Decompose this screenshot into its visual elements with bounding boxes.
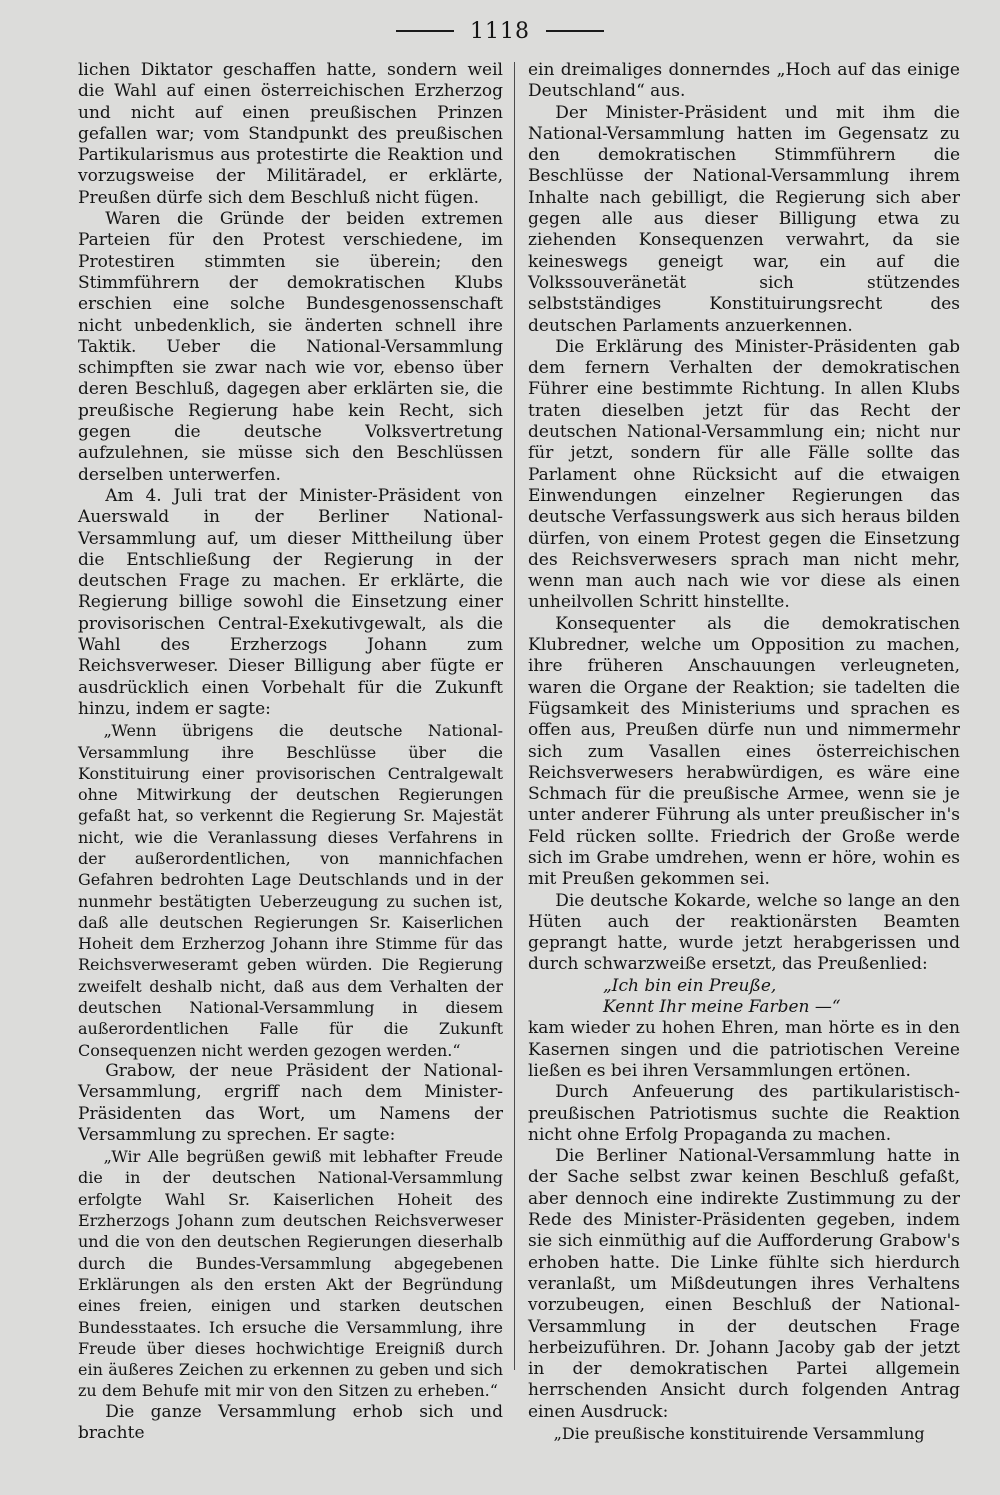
left-column: [78, 60, 503, 1444]
header-rule-left: [396, 30, 454, 32]
paragraph: Die Berliner National-Versammlung hatte in der Sache selbst zwar keinen Beschluß gefaßt, aber dennoch eine indirekte Zustimmung zu der Rede des Minister-Präsidenten gegeben, indem sie sich einmüthig auf die Aufforderung Grabow's erhoben hatte. Die Linke fühlte sich hierdurch veranlaßt, um Mißdeutungen ihres Verhaltens vorzubeugen, einen Beschluß der National-Versammlung in der deutschen Frage herbeizuführen. Dr. Johann Jacoby gab der jetzt in der demokratischen Partei allgemein herrschenden Ansicht durch folgenden Antrag einen Ausdruck:: [528, 1146, 960, 1422]
paragraph: Waren die Gründe der beiden extremen Parteien für den Protest verschiedene, im Protestiren stimmten sie überein; den Stimmführern der demokratischen Klubs erschien eine solche Bundesgenossenschaft nicht unbedenklich, sie änderten schnell ihre Taktik. Ueber die National-Versammlung schimpften sie zwar nach wie vor, ebenso über deren Beschluß, dagegen aber erklärten sie, die preußische Regierung habe kein Recht, sich gegen die deutsche Volksvertretung aufzulehnen, sie müsse sich den Beschlüssen derselben unterwerfen.: [78, 209, 503, 485]
header-rule-right: [546, 30, 604, 32]
quotation: „Die preußische konstituirende Versammlung: [553, 1424, 925, 1443]
paragraph: Der Minister-Präsident und mit ihm die National-Versammlung hatten im Gegensatz zu den demokratischen Stimmführern die Beschlüsse der National-Versammlung ihrem Inhalte nach gebilligt, die Regierung sich aber gegen alle aus dieser Billigung etwa zu ziehenden Konsequenzen verwahrt, da sie keineswegs geneigt war, ein auf die Volkssouveränetät sich stützendes selbstständiges Konstituirungsrecht des deutschen Parlaments anzuerkennen.: [528, 102, 960, 336]
quotation: „Wir Alle begrüßen gewiß mit lebhafter Freude die in der deutschen National-Versammlung erfolgte Wahl Sr. Kaiserlichen Hoheit des Erzherzogs Johann zum deutschen Reichsverweser und die von den deutschen Regierungen dieserhalb durch die Bundes-Versammlung abgegebenen Erklärungen als den ersten Akt der Begründung eines freien, einigen und starken deutschen Bundesstaates. Ich ersuche die Versammlung, ihre Freude über dieses hochwichtige Ereigniß durch ein äußeres Zeichen zu erkennen zu geben und sich zu dem Behufe mit mir von den Sitzen zu erheben.“: [78, 1147, 503, 1401]
verse-line: Kennt Ihr meine Farben —“: [603, 997, 841, 1018]
paragraph: Die Erklärung des Minister-Präsidenten gab dem fernern Verhalten der demokratischen Führer eine bestimmte Richtung. In allen Klubs traten dieselben jetzt für das Recht der deutschen National-Versammlung ein; nicht nur für jetzt, sondern für alle Fälle sollte das Parlament ohne Rücksicht auf die etwaigen Einwendungen einzelner Regierungen das deutsche Verfassungswerk aus sich heraus bilden dürfen, von einem Protest gegen die Einsetzung des Reichsverwesers sprach man nicht mehr, wenn man auch nach wie vor diese als einen unheilvollen Schritt hinstellte.: [528, 336, 960, 613]
paragraph: Die ganze Versammlung erhob sich und brachte: [78, 1401, 503, 1443]
page-header: [0, 14, 1000, 48]
paragraph: Konsequenter als die demokratischen Klubredner, welche um Opposition zu machen, ihre früheren Anschauungen verleugneten, waren die Organe der Reaktion; sie tadelten die Fügsamkeit des Ministeriums und sprachen es offen aus, Preußen dürfe nun und nimmermehr sich zum Vasallen eines österreichischen Reichsverwesers herabwürdigen, es wäre eine Schmach für die preußische Armee, wenn sie je unter anderer Führung als unter preußischer in's Feld rücken sollte. Friedrich der Große werde sich im Grabe umdrehen, wenn er höre, wohin es mit Preußen gekommen sei.: [528, 613, 960, 890]
paragraph: Die deutsche Kokarde, welche so lange an den Hüten auch der reaktionärsten Beamten geprangt hatte, wurde jetzt herabgerissen und durch schwarzweiße ersetzt, das Preußenlied:: [528, 890, 960, 975]
paragraph: Am 4. Juli trat der Minister-Präsident von Auerswald in der Berliner National-Versammlung auf, um dieser Mittheilung über die Entschließung der Regierung in der deutschen Frage zu machen. Er erklärte, die Regierung billige sowohl die Einsetzung einer provisorischen Central-Exekutivgewalt, als die Wahl des Erzherzogs Johann zum Reichsverweser. Dieser Billigung aber fügte er ausdrücklich einen Vorbehalt für die Zukunft hinzu, indem er sagte:: [78, 485, 503, 719]
paragraph: Grabow, der neue Präsident der National-Versammlung, ergriff nach dem Minister-Präsidenten das Wort, um Namens der Versammlung zu sprechen. Er sagte:: [78, 1060, 503, 1145]
right-column: [528, 60, 960, 1444]
quotation: „Wenn übrigens die deutsche National-Versammlung ihre Beschlüsse über die Konstituirung einer provisorischen Centralgewalt ohne Mitwirkung der deutschen Regierungen gefaßt hat, so verkennt die Regierung Sr. Majestät nicht, wie die Veranlassung dieses Verfahrens in der außerordentlichen, von mannichfachen Gefahren bedrohten Lage Deutschlands und in der nunmehr bestätigten Ueberzeugung zu suchen ist, daß alle deutschen Regierungen Sr. Kaiserlichen Hoheit dem Erzherzog Johann ihre Stimme für das Reichsverweseramt geben würden. Die Regierung zweifelt deshalb nicht, daß aus dem Verhalten der deutschen National-Versammlung in diesem außerordentlichen Falle für die Zukunft Consequenzen nicht werden gezogen werden.“: [78, 721, 503, 1060]
column-divider: [514, 62, 515, 1370]
paragraph: kam wieder zu hohen Ehren, man hörte es in den Kasernen singen und die patriotischen Vereine ließen es bei ihren Versammlungen ertönen.: [528, 1018, 960, 1081]
paragraph: lichen Diktator geschaffen hatte, sondern weil die Wahl auf einen österreichischen Erzherzog und nicht auf einen preußischen Prinzen gefallen war; vom Standpunkt des preußischen Partikularismus aus protestirte die Reaktion und vorzugsweise der Militäradel, er erklärte, Preußen dürfe sich dem Beschluß nicht fügen.: [78, 60, 503, 208]
paragraph: Durch Anfeuerung des partikularistisch-preußischen Patriotismus suchte die Reaktion nicht ohne Erfolg Propaganda zu machen.: [528, 1082, 960, 1145]
verse-line: „Ich bin ein Preuße,: [603, 975, 777, 996]
page-number: 1118: [470, 18, 530, 44]
paragraph: ein dreimaliges donnerndes „Hoch auf das einige Deutschland“ aus.: [528, 60, 960, 102]
